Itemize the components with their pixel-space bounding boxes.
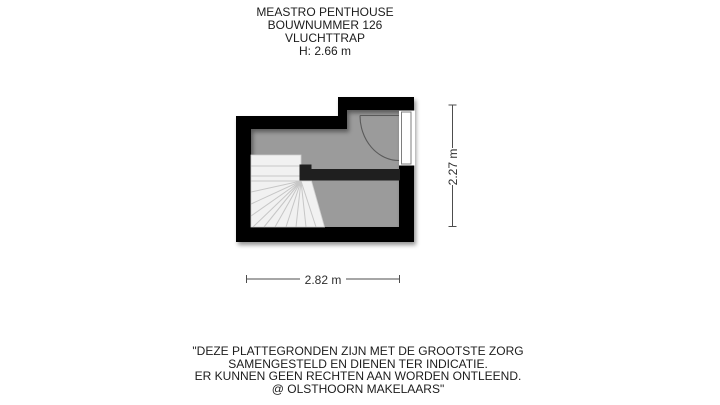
plan-title-line: H: 2.66 m — [298, 44, 352, 58]
door-frame — [402, 112, 412, 164]
disclaimer-line: SAMENGESTELD EN DIENEN TER INDICATIE. — [228, 356, 488, 371]
plan-title-line: BOUWNUMMER 126 — [267, 18, 383, 32]
disclaimer-line: "DEZE PLATTEGRONDEN ZIJN MET DE GROOTSTE ZORG — [192, 344, 524, 358]
dimension-height-label: 2.27 m — [446, 148, 460, 186]
disclaimer-block — [138, 345, 578, 395]
disclaimer-line: ER KUNNEN GEEN RECHTEN AAN WORDEN ONTLEEND. — [194, 369, 522, 383]
plan-title-line: VLUCHTTRAP — [284, 31, 365, 45]
dimension-width-label: 2.82 m — [304, 273, 342, 287]
disclaimer-line: @ OLSTHOORN MAKELAARS" — [271, 381, 445, 396]
plan-title-line: MEASTRO PENTHOUSE — [256, 5, 394, 19]
